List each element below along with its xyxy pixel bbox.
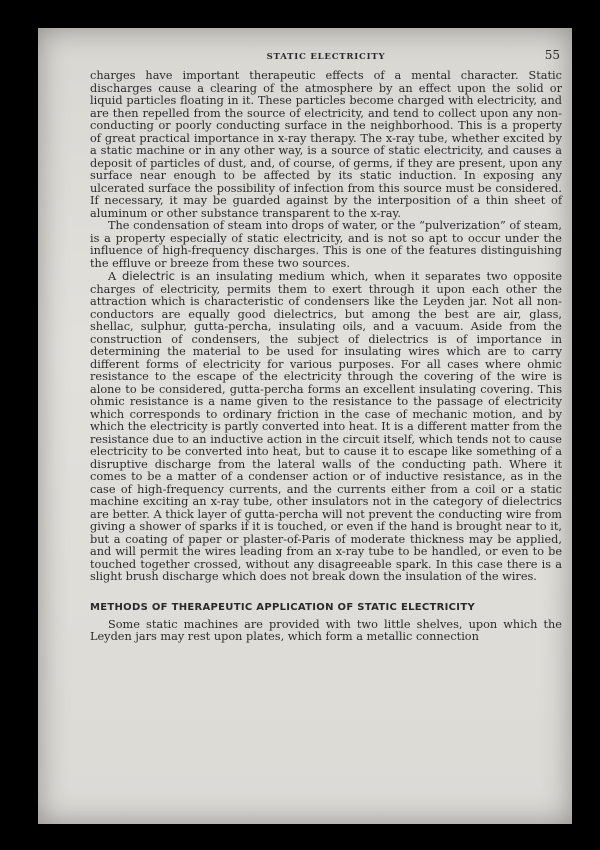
dielectric-body: is an insulating medium which, when it separates two opposite charges of electricity, permits them to exert through it upon each other the attraction which is characteristic of condensers like the Leyden jar. Not all non-conductors are equally good dielectrics, but among the best are air, glass, shellac, sulphur, gutta-percha, insulating oils, and a vacuum. Aside from the construction of condensers, the subject of dielectrics is of importance in determining the material to be used for insulating wires which are to carry different forms of electricity for various purposes. For all cases where ohmic resistance to the escape of the electricity through the covering of the wire is alone to be considered, gutta-percha forms an excellent insulating covering. This ohmic resistance is a name given to the resistance to the passage of electricity which corresponds to ordinary friction in the case of mechanic motion, and by which the electricity is partly converted into heat. It is a different matter from the resistance due to an inductive action in the circuit itself, which tends not to cause electricity to be converted into heat, but to cause it to escape like something of a disruptive discharge from the lateral walls of the conducting path. Where it comes to be a matter of a condenser action or of inductive resistance, as in the case of high-frequency currents, and the currents either from a coil or a static machine exciting an x-ray tube, other insulators not in the category of dielectrics are better. A thick layer of gutta-percha will not prevent the conducting wire from giving a shower of sparks if it is touched, or even if the hand is brought near to it, but a coating of paper or plaster-of-Paris of moderate thickness may be applied, and will permit the wires leading from an x-ray tube to be handled, or even to be touched together crossed, without any disagreeable spark. In this case there is a slight brush discharge which does not break down the insulation of the wires. <box>90 270 563 583</box>
section-heading: METHODS OF THERAPEUTIC APPLICATION OF STATIC ELECTRICITY <box>90 601 475 613</box>
page-content <box>90 48 562 644</box>
book-page <box>38 28 572 824</box>
paragraph-steam: The condensation of steam into drops of water, or the “pulverization” of steam, is a property especially of static electricity, and is not so apt to occur under the influence of high-frequency discharges. This is one of the features distinguishing the effluve or breeze from these two sources. <box>90 219 562 270</box>
running-title: STATIC ELECTRICITY <box>266 52 386 62</box>
page-header <box>90 48 562 70</box>
page-number: 55 <box>544 48 560 62</box>
paragraph-methods: Some static machines are provided with two little shelves, upon which the Leyden jars may rest upon plates, which form a metallic connection <box>90 617 562 643</box>
paragraph-dielectric <box>90 270 562 584</box>
dielectric-lead: A <box>108 270 117 283</box>
paragraph-continuation: charges have important therapeutic effects of a mental character. Static discharges cause a clearing of the atmosphere by an effect upon the solid or liquid particles floating in it. These particles become charged with electricity, and are then repelled from the source of electricity, and tend to collect upon any non-conducting or poorly conducting surface in the neighborhood. This is a property of great practical importance in x-ray therapy. The x-ray tube, whether excited by a static machine or in any other way, is a source of static electricity, and causes a deposit of particles of dust, and, of course, of germs, if they are present, upon any surface near enough to be affected by its static induction. In exposing any ulcerated surface the possibility of infection from this source must be considered. If necessary, it may be guarded against by the interposition of a thin sheet of aluminum or other substance transparent to the x-ray. <box>90 69 562 220</box>
dielectric-term: dielectric <box>122 269 175 283</box>
